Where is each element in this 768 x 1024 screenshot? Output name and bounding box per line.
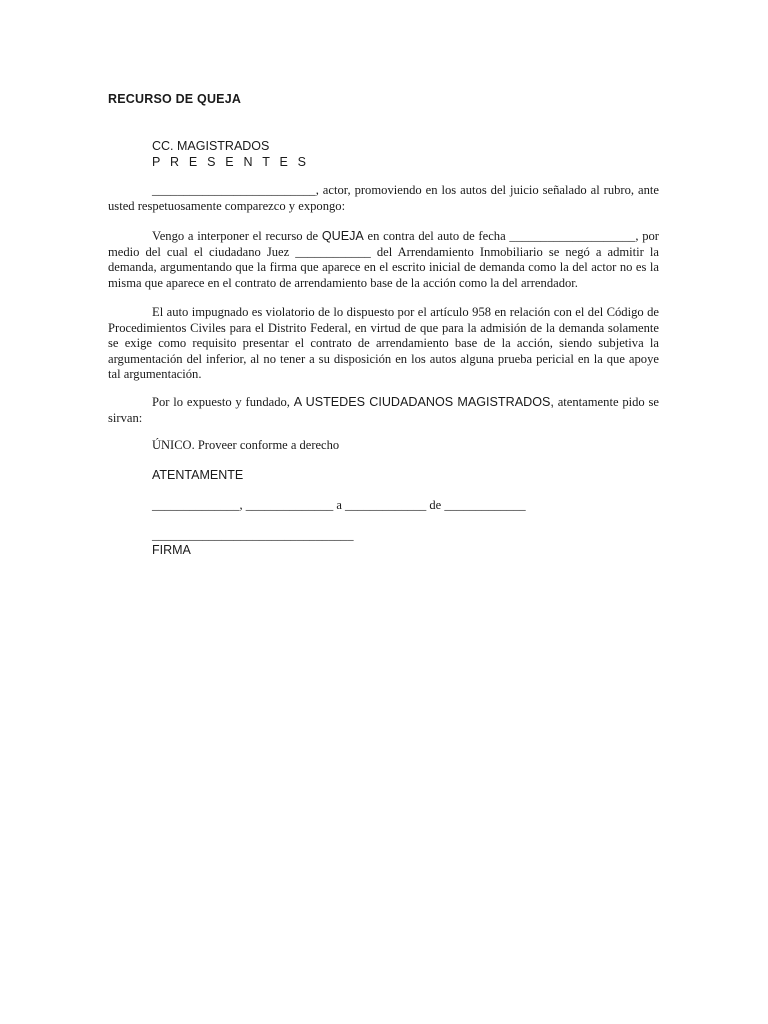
signature-label: FIRMA	[152, 543, 191, 557]
addressee-name: CC. MAGISTRADOS	[152, 139, 270, 153]
addressee-block	[152, 138, 309, 170]
petition-text-1: Vengo a interponer el recurso de	[152, 229, 322, 243]
actor-name-blank: __________________________	[152, 183, 316, 197]
date-blank: ____________________	[509, 229, 636, 243]
judge-blank: ____________	[295, 244, 371, 259]
paragraph-conclusion	[108, 395, 659, 426]
paragraph-argument: El auto impugnado es violatorio de lo dispuesto por el artículo 958 en relación con el del Código de Procedimientos Civiles para el Distrito Federal, en virtud de que para la admisión de la demanda solamente se exige como requisito presentar el contrato de arrendamiento base de la acción, siendo subjetiva la argumentación del inferior, al no tener a su disposición en los autos alguna prueba pericial en la que apoye tal argumentación.	[108, 305, 659, 381]
signature-line: ________________________________	[152, 528, 354, 542]
petition-text-2: en contra del auto de fecha	[363, 229, 510, 243]
conclusion-text-1: Por lo expuesto y fundado,	[152, 395, 294, 409]
paragraph-intro	[108, 183, 659, 214]
petition-text-3: , por medio del cual el ciudadano Juez	[108, 229, 659, 259]
magistrados-caps: A USTEDES CIUDADANOS MAGISTRADOS,	[293, 395, 554, 409]
document-title: RECURSO DE QUEJA	[108, 92, 242, 106]
closing-atentamente: ATENTAMENTE	[152, 468, 244, 482]
intro-text: , actor, promoviendo en los autos del juicio señalado al rubro, ante usted respetuosamente comparezco y expongo:	[108, 183, 659, 213]
paragraph-petition	[108, 229, 659, 291]
place-date-blanks: ______________, ______________ a _____________ de _____________	[152, 498, 526, 512]
queja-keyword: QUEJA	[321, 229, 364, 243]
addressee-presentes: P R E S E N T E S	[152, 155, 310, 169]
unico-petition: ÚNICO. Proveer conforme a derecho	[152, 438, 340, 452]
conclusion-text-2: atentamente pido se sirvan:	[108, 395, 660, 425]
petition-text-4: del Arrendamiento Inmobiliario se negó a admitir la demanda, argumentando que la firma que aparece en el escrito inicial de demanda como la del actor no es la misma que aparece en el contrato de arrendamiento base de la acción como la del arrendador.	[108, 244, 659, 290]
